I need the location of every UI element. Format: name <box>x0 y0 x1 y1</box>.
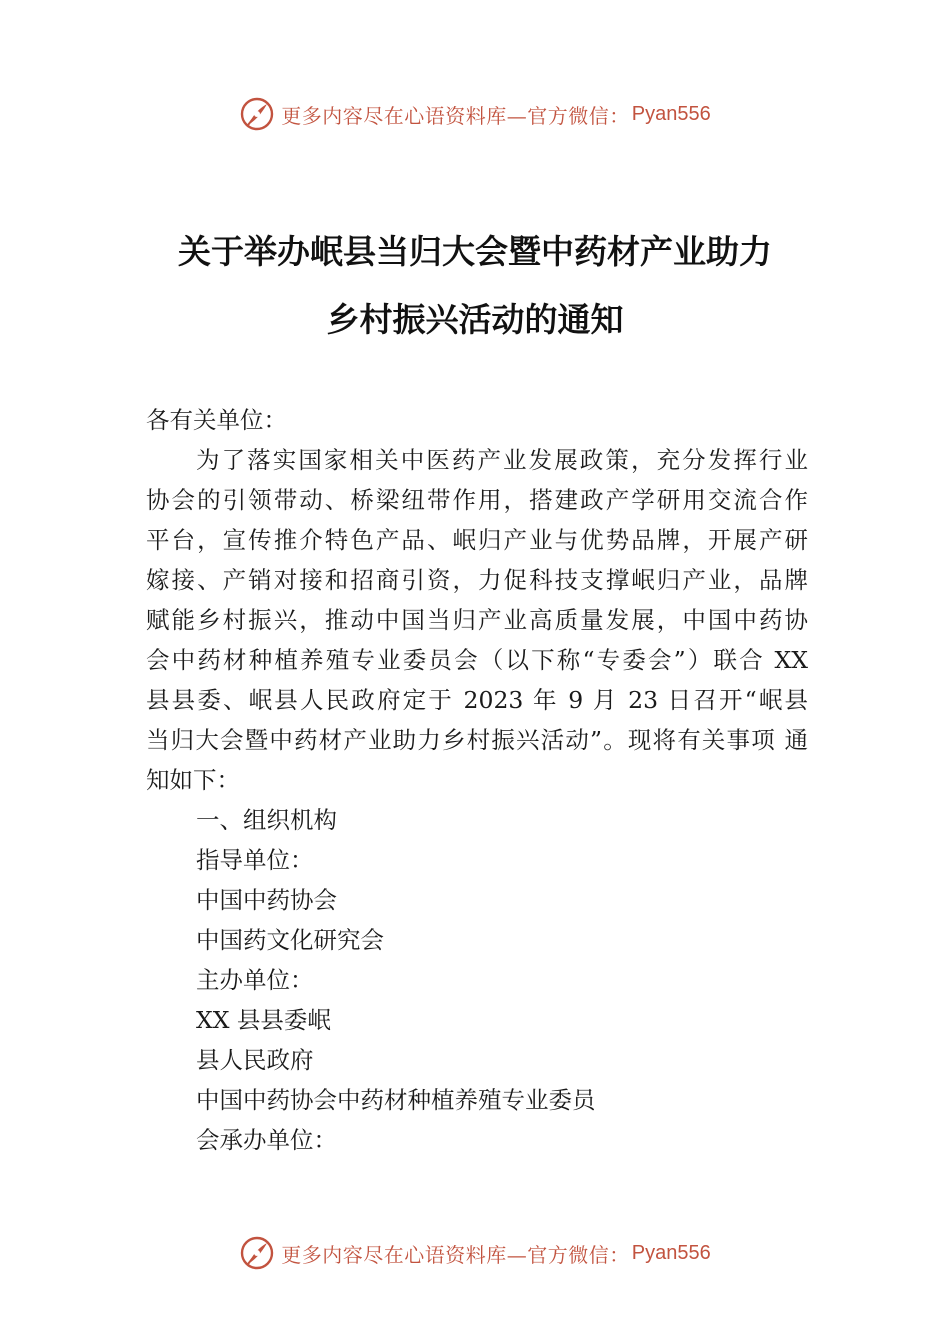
quill-logo-icon <box>239 1235 275 1271</box>
salutation: 各有关单位： <box>146 406 287 434</box>
paragraph-line: 为了落实国家相关中医药产业发展政策，充分发挥行业 <box>196 446 808 474</box>
section-heading: 一、组织机构 <box>196 806 337 834</box>
paragraph-line: 会中药材种植养殖专业委员会（以下称“专委会”）联合 XX <box>146 646 808 674</box>
list-item: XX 县县委岷 <box>196 1006 331 1034</box>
document-title-line-1: 关于举办岷县当归大会暨中药材产业助力 <box>178 232 772 271</box>
paragraph-line: 当归大会暨中药材产业助力乡村振兴活动”。现将有关事项 通 <box>146 726 808 754</box>
list-item: 中国药文化研究会 <box>196 926 384 954</box>
watermark-wechat-id: Pyan556 <box>631 1241 711 1264</box>
list-item: 中国中药协会中药材种植养殖专业委员 <box>196 1086 596 1114</box>
paragraph-line: 平台，宣传推介特色产品、岷归产业与优势品牌，开展产研 <box>146 526 808 554</box>
list-item: 指导单位： <box>196 846 314 874</box>
quill-logo-icon <box>239 96 275 132</box>
paragraph-line: 知如下： <box>146 766 240 794</box>
list-item: 中国中药协会 <box>196 886 337 914</box>
watermark-text: 更多内容尽在心语资料库—官方微信： <box>281 1242 630 1267</box>
paragraph-line: 县县委、岷县人民政府定于 2023 年 9 月 23 日召开“岷县 <box>146 686 808 714</box>
document-body <box>146 400 808 1160</box>
watermark-wechat-id: Pyan556 <box>631 102 711 125</box>
list-item: 主办单位： <box>196 966 314 994</box>
paragraph-line: 协会的引领带动、桥梁纽带作用，搭建政产学研用交流合作 <box>146 486 808 514</box>
watermark-footer <box>0 1233 950 1273</box>
paragraph-line: 赋能乡村振兴，推动中国当归产业高质量发展，中国中药协 <box>146 606 808 634</box>
paragraph-line: 嫁接、产销对接和招商引资，力促科技支撑岷归产业，品牌 <box>146 566 808 594</box>
list-item: 会承办单位： <box>196 1126 337 1154</box>
document-title-line-2: 乡村振兴活动的通知 <box>326 300 624 339</box>
watermark-header <box>0 94 950 134</box>
watermark-text: 更多内容尽在心语资料库—官方微信： <box>281 103 630 128</box>
list-item: 县人民政府 <box>196 1046 314 1074</box>
